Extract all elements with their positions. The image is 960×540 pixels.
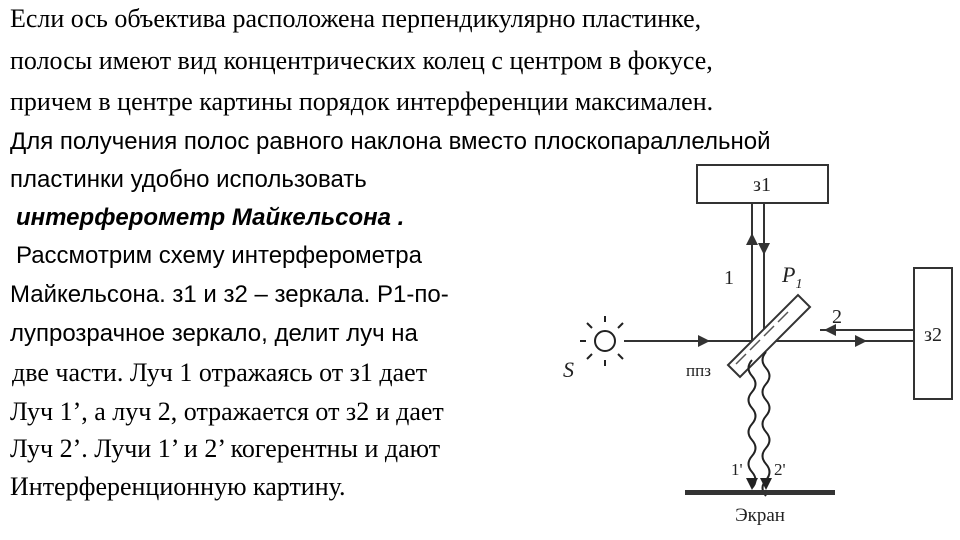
- text-line-8: Майкельсона. з1 и з2 – зеркала. Р1-по-: [10, 281, 449, 308]
- text-line-7: Рассмотрим схему интерферометра: [16, 242, 422, 269]
- text-line-12: Луч 2’. Лучи 1’ и 2’ когерентны и дают: [10, 434, 441, 463]
- arrow-right-icon: [855, 335, 867, 347]
- ray-2-prime-label: 2': [774, 460, 786, 479]
- splitter-label: $P_1$: [782, 262, 803, 292]
- screen-label: Экран: [735, 505, 785, 526]
- text-line-10: две части. Луч 1 отражаясь от з1 дает: [12, 358, 428, 387]
- mirror-z1-label: з1: [753, 174, 771, 196]
- ray-2-label: 2: [832, 306, 842, 328]
- ray-2-prime: [763, 352, 770, 496]
- ray-1-prime-label: 1': [731, 460, 743, 479]
- text-line-2: полосы имеют вид концентрических колец с центром в фокусе,: [10, 46, 713, 75]
- beam-splitter-p1: [728, 295, 810, 377]
- compensator-label: ппз: [686, 361, 711, 380]
- text-line-13: Интерференционную картину.: [10, 472, 346, 501]
- arrow-down-icon: [746, 478, 758, 490]
- text-line-11: Луч 1’, а луч 2, отражается от з2 и дает: [10, 397, 444, 426]
- text-line-9: лупрозрачное зеркало, делит луч на: [10, 320, 418, 347]
- mirror-z2-label: з2: [924, 324, 942, 346]
- source-label: S: [563, 357, 574, 382]
- text-line-5: пластинки удобно использовать: [10, 166, 367, 193]
- text-line-6-emphasis: интерферометр Майкельсона .: [16, 204, 405, 231]
- arrow-up-icon: [746, 233, 758, 245]
- arrow-down-icon: [758, 243, 770, 255]
- light-source-icon: [580, 316, 623, 366]
- text-line-1: Если ось объектива расположена перпендикулярно пластинке,: [10, 4, 702, 33]
- arrow-right-icon: [698, 335, 710, 347]
- ray-1-prime: [749, 360, 756, 488]
- text-line-4: Для получения полос равного наклона вместо плоскопараллельной: [10, 128, 771, 155]
- ray-1-label: 1: [724, 267, 734, 289]
- screen-bar: [685, 490, 835, 495]
- text-line-3: причем в центре картины порядок интерференции максимален.: [10, 87, 714, 116]
